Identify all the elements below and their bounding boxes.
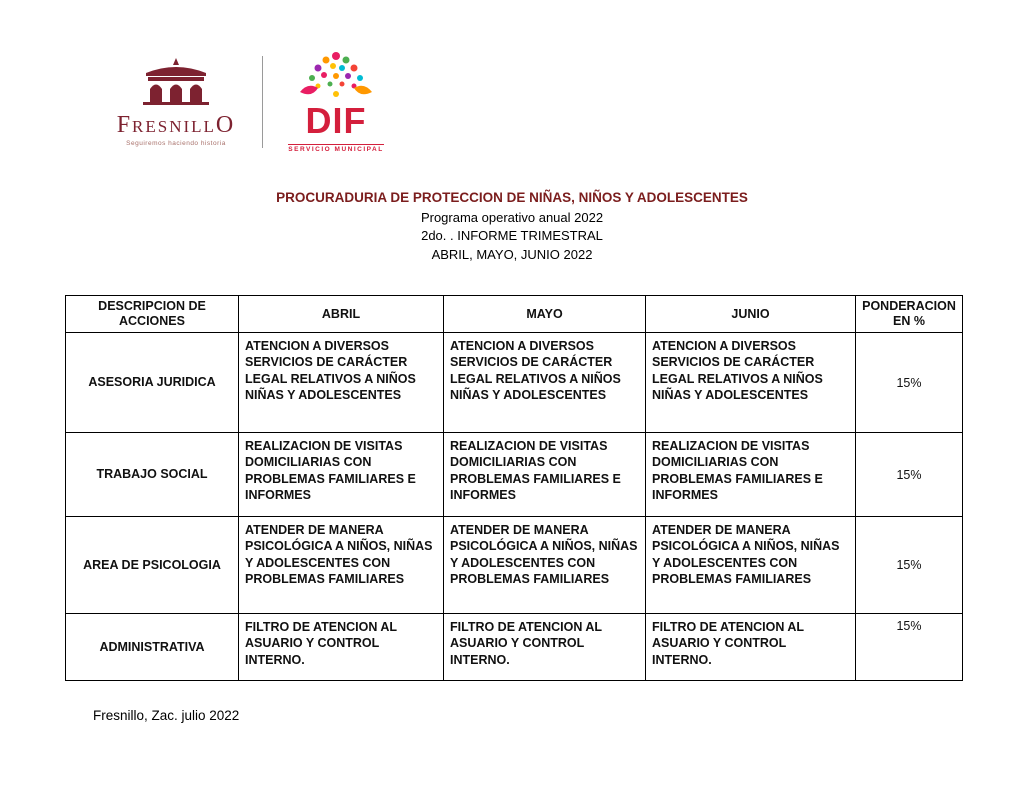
footer-place-date: Fresnillo, Zac. julio 2022 [93,708,240,723]
mayo-cell: FILTRO DE ATENCION AL ASUARIO Y CONTROL INTERNO. [444,614,646,681]
abril-cell: ATENCION A DIVERSOS SERVICIOS DE CARÁCTER LEGAL RELATIVOS A NIÑOS NIÑAS Y ADOLESCENTES [239,333,444,433]
title-program-line: Programa operativo anual 2022 [420,209,604,225]
action-name: TRABAJO SOCIAL [66,433,239,517]
fresnillo-tagline: Seguiremos haciendo historia [126,139,226,147]
title-months-line: ABRIL, MAYO, JUNIO 2022 [431,247,593,263]
mayo-cell: REALIZACION DE VISITAS DOMICILIARIAS CON PROBLEMAS FAMILIARES E INFORMES [444,433,646,517]
ponderacion-cell: 15% [856,333,963,433]
ponderacion-cell: 15% [856,517,963,614]
junio-cell: ATENCION A DIVERSOS SERVICIOS DE CARÁCTER LEGAL RELATIVOS A NIÑOS NIÑAS Y ADOLESCENTES [646,333,856,433]
junio-cell: REALIZACION DE VISITAS DOMICILIARIAS CON PROBLEMAS FAMILIARES E INFORMES [646,433,856,517]
col-header-mayo: MAYO [444,296,646,333]
logo-header [100,42,395,162]
action-name: ADMINISTRATIVA [66,614,239,681]
col-header-abril: ABRIL [239,296,444,333]
table-row-area-de-psicologia [66,517,963,614]
table-row-trabajo-social [66,433,963,517]
logo-divider [262,56,263,148]
fresnillo-wordmark: FresnillO [116,111,236,138]
ponderacion-cell: 15% [856,614,963,681]
document-title: PROCURADURIA DE PROTECCION DE NIÑAS, NIÑOS Y ADOLESCENTES [276,190,748,205]
table-row-asesoria-juridica [66,333,963,433]
col-header-descripcion: DESCRIPCION DE ACCIONES [66,296,239,333]
fresnillo-building-icon [126,93,226,110]
ponderacion-cell: 15% [856,433,963,517]
abril-cell: ATENDER DE MANERA PSICOLÓGICA A NIÑOS, NIÑAS Y ADOLESCENTES CON PROBLEMAS FAMILIARES [239,517,444,614]
mayo-cell: ATENCION A DIVERSOS SERVICIOS DE CARÁCTER LEGAL RELATIVOS A NIÑOS NIÑAS Y ADOLESCENTES [444,333,646,433]
dif-wordmark: DIF [305,100,367,142]
abril-cell: FILTRO DE ATENCION AL ASUARIO Y CONTROL INTERNO. [239,614,444,681]
table-row-administrativa [66,614,963,681]
table-header-row [66,296,963,333]
junio-cell: ATENDER DE MANERA PSICOLÓGICA A NIÑOS, NIÑAS Y ADOLESCENTES CON PROBLEMAS FAMILIARES [646,517,856,614]
action-name: AREA DE PSICOLOGIA [66,517,239,614]
dif-logo [277,48,395,155]
title-block [0,189,1024,264]
title-report-line: 2do. . INFORME TRIMESTRAL [421,228,603,244]
col-header-junio: JUNIO [646,296,856,333]
col-header-ponderacion: PONDERACION EN % [856,296,963,333]
junio-cell: FILTRO DE ATENCION AL ASUARIO Y CONTROL INTERNO. [646,614,856,681]
mayo-cell: ATENDER DE MANERA PSICOLÓGICA A NIÑOS, NIÑAS Y ADOLESCENTES CON PROBLEMAS FAMILIARES [444,517,646,614]
report-table [65,295,963,681]
dif-subtitle: SERVICIO MUNICIPAL [288,145,384,153]
abril-cell: REALIZACION DE VISITAS DOMICILIARIAS CON PROBLEMAS FAMILIARES E INFORMES [239,433,444,517]
action-name: ASESORIA JURIDICA [66,333,239,433]
fresnillo-logo [100,58,252,147]
